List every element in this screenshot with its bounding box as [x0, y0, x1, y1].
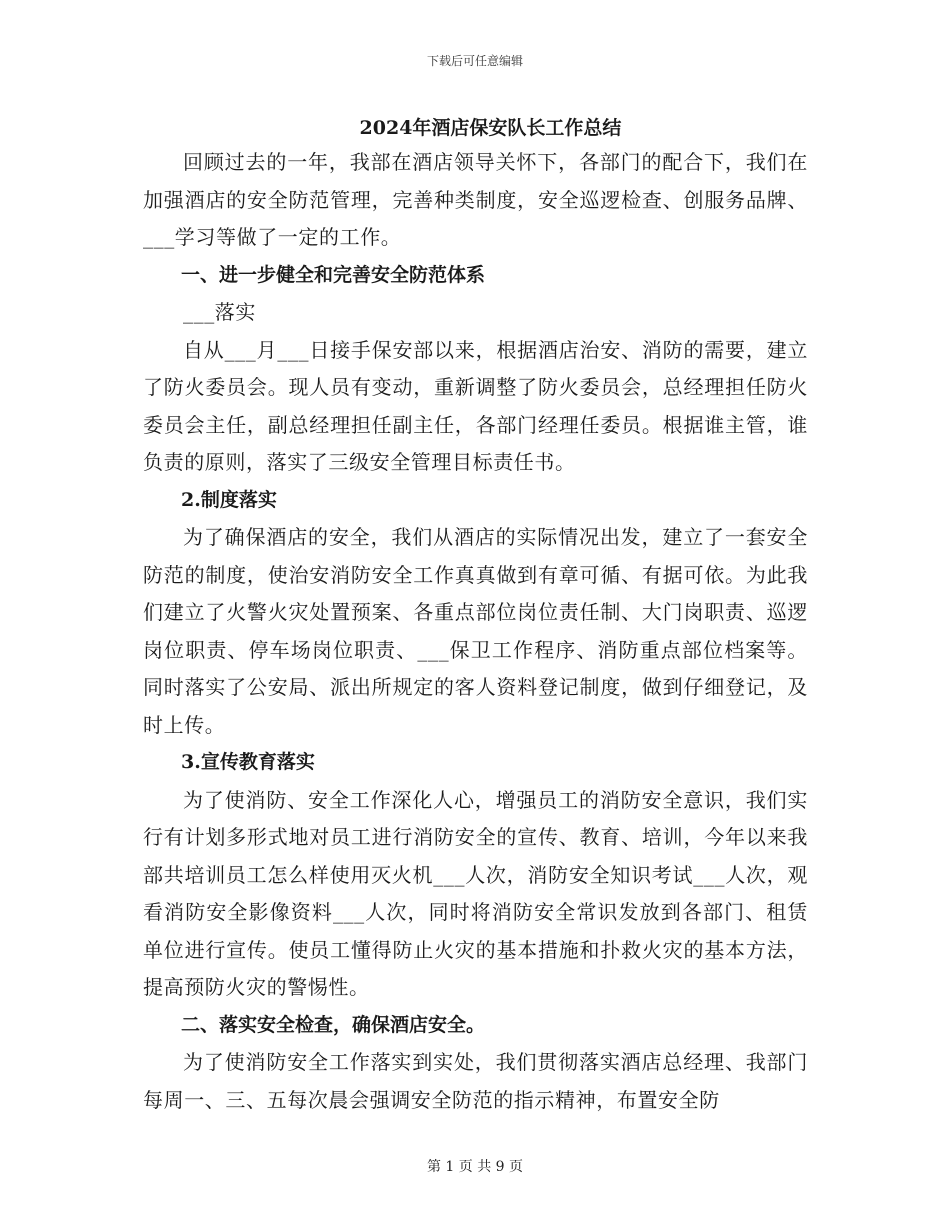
subsection-2-paragraph: 为了确保酒店的安全，我们从酒店的实际情况出发，建立了一套安全防范的制度，使治安消防安全工作真真做到有章可循、有据可依。为此我们建立了火警火灾处置预案、各重点部位岗位责任制、大门岗职责、巡逻岗位职责、停车场岗位职责、___保卫工作程序、消防重点部位档案等。同时落实了公安局、派出所规定的客人资料登记制度，做到仔细登记，及时上传。 [143, 525, 808, 737]
subheading-3: 3.宣传教育落实 [181, 751, 315, 773]
document-title: 2024年酒店保安队长工作总结 [359, 117, 622, 139]
subheading-2: 2.制度落实 [181, 488, 277, 511]
subsection-1-paragraph: 自从___月___日接手保安部以来，根据酒店治安、消防的需要，建立了防火委员会。现人员有变动，重新调整了防火委员会，总经理担任防火委员会主任，副总经理担任副主任，各部门经理任委员。根据谁主管，谁负责的原则，落实了三级安全管理目标责任书。 [143, 337, 808, 474]
document-body [143, 112, 808, 1119]
section-heading-2: 二、落实安全检查，确保酒店安全。 [181, 1013, 486, 1036]
subheading-1: ___落实 [183, 300, 256, 324]
subsection-3-paragraph: 为了使消防、安全工作深化人心，增强员工的消防安全意识，我们实行有计划多形式地对员工进行消防安全的宣传、教育、培训，今年以来我部共培训员工怎么样使用灭火机___人次，消防安全知识考试___人次，观看消防安全影像资料___人次，同时将消防安全常识发放到各部门、租赁单位进行宣传。使员工懂得防止火灾的基本措施和扑救火灾的基本方法，提高预防火灾的警惕性。 [143, 787, 808, 999]
header-note: 下载后可任意编辑 [426, 54, 523, 68]
section-heading-1: 一、进一步健全和完善安全防范体系 [181, 263, 486, 286]
section-2-paragraph: 为了使消防安全工作落实到实处，我们贯彻落实酒店总经理、我部门每周一、三、五每次晨会强调安全防范的指示精神，布置安全防 [143, 1050, 808, 1112]
page-number: 第 1 页 共 9 页 [426, 1159, 524, 1175]
intro-paragraph: 回顾过去的一年，我部在酒店领导关怀下，各部门的配合下，我们在加强酒店的安全防范管理，完善种类制度，安全巡逻检查、创服务品牌、___学习等做了一定的工作。 [143, 150, 808, 249]
